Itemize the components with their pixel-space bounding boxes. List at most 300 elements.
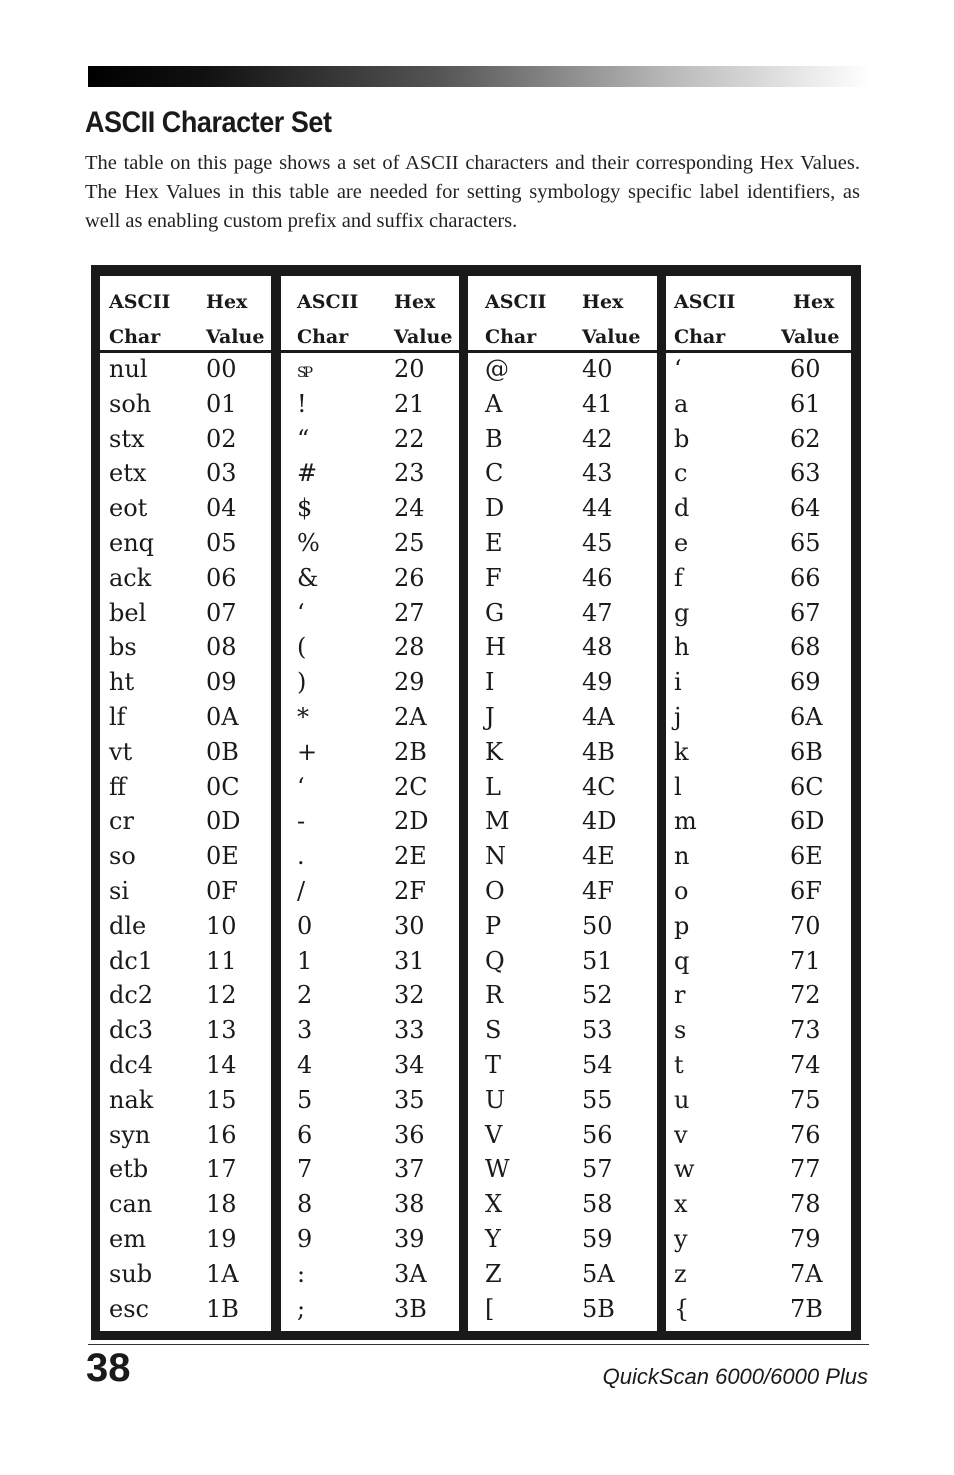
ascii-char-cell: k — [674, 737, 689, 766]
ascii-char-cell: v — [674, 1120, 688, 1149]
ascii-char-cell: Q — [485, 946, 505, 975]
table-row — [666, 1257, 851, 1292]
ascii-char-cell: esc — [109, 1294, 149, 1323]
ascii-char-cell: % — [297, 528, 320, 557]
ascii-char-cell: T — [485, 1050, 502, 1079]
hex-value-cell: 33 — [394, 1016, 425, 1045]
table-row — [281, 735, 459, 770]
hex-value-cell: 0E — [206, 842, 239, 871]
hex-value-cell: 4D — [582, 807, 617, 836]
hex-value-cell: 04 — [206, 494, 237, 523]
hex-value-cell: 4A — [582, 702, 615, 731]
ascii-char-cell: d — [674, 494, 690, 523]
hex-value-cell: 02 — [206, 424, 237, 453]
ascii-header-label: ASCII — [297, 291, 359, 313]
hex-value-cell: 77 — [790, 1155, 821, 1184]
table-row — [468, 839, 657, 874]
hex-value-cell: 42 — [582, 424, 613, 453]
table-row — [468, 665, 657, 700]
table-row — [100, 735, 271, 770]
intro-paragraph: The table on this page shows a set of ASCII characters and their corresponding Hex Values. The Hex Values in this table are needed for setting symbology specific label identifiers, as well as enabling custom prefix and suffix characters. — [85, 152, 860, 232]
hex-value-cell: 61 — [790, 389, 821, 418]
hex-value-cell: 37 — [394, 1155, 425, 1184]
ascii-char-cell: so — [109, 842, 136, 871]
ascii-char-cell: I — [485, 668, 495, 697]
ascii-char-cell: 0 — [297, 911, 313, 940]
table-row — [281, 770, 459, 805]
table-row — [666, 1292, 851, 1327]
ascii-header-label: ASCII — [674, 291, 736, 313]
hex-value-cell: 74 — [790, 1050, 821, 1079]
table-column-1 — [100, 276, 271, 1331]
ascii-char-cell: dc2 — [109, 981, 154, 1010]
table-row — [666, 839, 851, 874]
ascii-char-cell: B — [485, 424, 503, 453]
hex-value-cell: 06 — [206, 563, 237, 592]
hex-value-cell: 31 — [394, 946, 425, 975]
hex-value-cell: 2E — [394, 842, 427, 871]
table-row — [666, 491, 851, 526]
ascii-char-cell: D — [485, 494, 505, 523]
ascii-char-cell: 5 — [297, 1085, 313, 1114]
hex-value-cell: 2B — [394, 737, 427, 766]
hex-value-cell: 56 — [582, 1120, 613, 1149]
hex-value-cell: 14 — [206, 1050, 237, 1079]
hex-value-cell: 3B — [394, 1294, 427, 1323]
table-column-3 — [468, 276, 657, 1331]
ascii-char-cell: V — [485, 1120, 503, 1149]
table-row — [100, 944, 271, 979]
ascii-char-cell: O — [485, 876, 505, 905]
table-row — [281, 874, 459, 909]
ascii-char-cell: w — [674, 1155, 695, 1184]
ascii-char-cell: F — [485, 563, 502, 592]
hex-value-cell: 05 — [206, 528, 237, 557]
ascii-char-cell: { — [674, 1294, 690, 1323]
ascii-char-cell: a — [674, 389, 689, 418]
ascii-char-cell: P — [485, 911, 502, 940]
table-row — [100, 596, 271, 631]
hex-value-cell: 32 — [394, 981, 425, 1010]
hex-value-cell: 59 — [582, 1224, 613, 1253]
hex-value-cell: 45 — [582, 528, 613, 557]
hex-value-cell: 6D — [790, 807, 825, 836]
hex-value-cell: 4F — [582, 876, 614, 905]
table-row — [666, 352, 851, 387]
table-row — [666, 561, 851, 596]
hex-value-cell: 76 — [790, 1120, 821, 1149]
table-row — [100, 387, 271, 422]
value-header-label: Value — [206, 326, 265, 348]
ascii-char-cell: syn — [109, 1120, 151, 1149]
hex-value-cell: 28 — [394, 633, 425, 662]
hex-value-cell: 72 — [790, 981, 821, 1010]
page-number: 38 — [86, 1346, 131, 1390]
table-row — [281, 630, 459, 665]
ascii-char-cell: dle — [109, 911, 147, 940]
hex-value-cell: 11 — [206, 946, 237, 975]
table-row — [281, 1222, 459, 1257]
ascii-char-cell: n — [674, 842, 690, 871]
hex-value-cell: 6B — [790, 737, 823, 766]
ascii-char-cell: ht — [109, 668, 135, 697]
char-header-label: Char — [297, 326, 349, 348]
hex-value-cell: 12 — [206, 981, 237, 1010]
ascii-char-cell: ; — [297, 1294, 306, 1323]
hex-value-cell: 29 — [394, 668, 425, 697]
ascii-char-cell: ( — [297, 633, 307, 662]
hex-value-cell: 58 — [582, 1190, 613, 1219]
hex-value-cell: 47 — [582, 598, 613, 627]
hex-value-cell: 40 — [582, 355, 613, 383]
table-row — [281, 1187, 459, 1222]
ascii-char-cell: i — [674, 668, 682, 697]
table-row — [666, 944, 851, 979]
hex-value-cell: 63 — [790, 459, 821, 488]
table-row — [281, 978, 459, 1013]
table-row — [468, 1048, 657, 1083]
table-row — [666, 874, 851, 909]
ascii-char-cell: $ — [297, 494, 313, 523]
table-row — [281, 804, 459, 839]
hex-value-cell: 4E — [582, 842, 615, 871]
table-row — [666, 630, 851, 665]
column-header — [100, 276, 271, 353]
ascii-char-cell: L — [485, 772, 501, 801]
table-row — [100, 665, 271, 700]
hex-value-cell: 79 — [790, 1224, 821, 1253]
ascii-char-cell: “ — [297, 424, 310, 453]
ascii-char-cell: nul — [109, 355, 148, 383]
hex-value-cell: 64 — [790, 494, 821, 523]
table-row — [666, 978, 851, 1013]
hex-value-cell: 49 — [582, 668, 613, 697]
ascii-char-cell: m — [674, 807, 697, 836]
table-row — [666, 526, 851, 561]
page-title: ASCII Character Set — [85, 106, 332, 139]
hex-value-cell: 57 — [582, 1155, 613, 1184]
hex-value-cell: 09 — [206, 668, 237, 697]
ascii-char-cell: + — [297, 737, 318, 766]
hex-value-cell: 17 — [206, 1155, 237, 1184]
hex-value-cell: 48 — [582, 633, 613, 662]
ascii-char-cell: o — [674, 876, 689, 905]
ascii-char-cell: @ — [485, 355, 509, 383]
hex-value-cell: 15 — [206, 1085, 237, 1114]
hex-value-cell: 5A — [582, 1259, 615, 1288]
hex-value-cell: 46 — [582, 563, 613, 592]
column-rows — [281, 352, 459, 1326]
table-row — [281, 596, 459, 631]
ascii-char-cell: - — [297, 807, 306, 836]
table-row — [281, 944, 459, 979]
value-header-label: Value — [582, 326, 641, 348]
hex-value-cell: 62 — [790, 424, 821, 453]
hex-value-cell: 20 — [394, 355, 425, 383]
hex-value-cell: 22 — [394, 424, 425, 453]
ascii-char-cell: Y — [485, 1224, 501, 1253]
hex-value-cell: 2A — [394, 702, 427, 731]
ascii-char-cell: ‘ — [297, 772, 305, 801]
hex-value-cell: 67 — [790, 598, 821, 627]
hex-value-cell: 0F — [206, 876, 238, 905]
hex-value-cell: 13 — [206, 1016, 237, 1045]
hex-value-cell: 0D — [206, 807, 241, 836]
table-row — [468, 735, 657, 770]
table-row — [468, 596, 657, 631]
table-row — [666, 456, 851, 491]
ascii-char-cell: ) — [297, 668, 307, 697]
table-row — [281, 1048, 459, 1083]
table-row — [468, 1083, 657, 1118]
ascii-char-cell: [ — [485, 1294, 495, 1323]
table-row — [281, 491, 459, 526]
table-row — [100, 804, 271, 839]
table-row — [100, 352, 271, 387]
table-row — [468, 1152, 657, 1187]
column-header — [281, 276, 459, 353]
table-row — [666, 909, 851, 944]
ascii-char-cell: * — [297, 702, 309, 731]
table-row — [468, 422, 657, 457]
table-row — [666, 735, 851, 770]
table-row — [281, 1257, 459, 1292]
table-row — [468, 1118, 657, 1153]
hex-value-cell: 30 — [394, 911, 425, 940]
ascii-char-cell: cr — [109, 807, 134, 836]
hex-value-cell: 2D — [394, 807, 429, 836]
ascii-char-cell: q — [674, 946, 690, 975]
table-row — [281, 700, 459, 735]
hex-value-cell: 52 — [582, 981, 613, 1010]
column-header — [468, 276, 657, 353]
ascii-char-cell: # — [297, 459, 318, 488]
ascii-char-cell: X — [485, 1190, 503, 1219]
table-row — [100, 874, 271, 909]
hex-value-cell: 68 — [790, 633, 821, 662]
ascii-char-cell: 1 — [297, 946, 313, 975]
table-row — [468, 1187, 657, 1222]
hex-value-cell: 07 — [206, 598, 237, 627]
table-row — [468, 456, 657, 491]
hex-value-cell: 53 — [582, 1016, 613, 1045]
hex-value-cell: 26 — [394, 563, 425, 592]
table-row — [100, 456, 271, 491]
ascii-char-cell: r — [674, 981, 686, 1010]
hex-value-cell: 2C — [394, 772, 428, 801]
table-row — [100, 909, 271, 944]
hex-value-cell: 6A — [790, 702, 823, 731]
hex-value-cell: 19 — [206, 1224, 237, 1253]
table-row — [468, 770, 657, 805]
table-column-4 — [666, 276, 851, 1331]
ascii-char-cell: Z — [485, 1259, 502, 1288]
ascii-char-cell: E — [485, 528, 503, 557]
ascii-char-cell: dc3 — [109, 1016, 154, 1045]
hex-value-cell: 71 — [790, 946, 821, 975]
table-row — [468, 387, 657, 422]
hex-header-label: Hex — [206, 291, 248, 313]
table-row — [666, 596, 851, 631]
table-row — [666, 1222, 851, 1257]
hex-value-cell: 6F — [790, 876, 822, 905]
column-rows — [666, 352, 851, 1326]
ascii-char-cell: ff — [109, 772, 127, 801]
hex-value-cell: 65 — [790, 528, 821, 557]
hex-value-cell: 66 — [790, 563, 821, 592]
table-row — [468, 630, 657, 665]
ascii-char-cell: l — [674, 772, 682, 801]
table-row — [100, 1118, 271, 1153]
ascii-char-cell: x — [674, 1190, 688, 1219]
table-row — [100, 422, 271, 457]
table-row — [100, 1048, 271, 1083]
ascii-char-cell: eot — [109, 494, 148, 523]
table-row — [281, 1083, 459, 1118]
column-rows — [468, 352, 657, 1326]
hex-value-cell: 18 — [206, 1190, 237, 1219]
hex-header-label: Hex — [582, 291, 624, 313]
ascii-char-cell: ‘ — [297, 598, 305, 627]
hex-value-cell: 36 — [394, 1120, 425, 1149]
ascii-char-cell: bs — [109, 633, 137, 662]
hex-value-cell: 03 — [206, 459, 237, 488]
table-row — [100, 978, 271, 1013]
ascii-char-cell: stx — [109, 424, 145, 453]
hex-value-cell: 7B — [790, 1294, 823, 1323]
ascii-char-cell: ‘ — [674, 355, 682, 383]
table-column-2 — [281, 276, 459, 1331]
hex-value-cell: 16 — [206, 1120, 237, 1149]
table-row — [281, 839, 459, 874]
ascii-char-cell: y — [674, 1224, 688, 1253]
hex-value-cell: 69 — [790, 668, 821, 697]
table-row — [468, 1257, 657, 1292]
table-row — [281, 387, 459, 422]
footer-rule — [88, 1344, 869, 1345]
table-row — [666, 1187, 851, 1222]
ascii-char-cell: vt — [109, 737, 133, 766]
table-row — [666, 1083, 851, 1118]
ascii-char-cell: 3 — [297, 1016, 313, 1045]
hex-value-cell: 34 — [394, 1050, 425, 1079]
ascii-char-cell: can — [109, 1190, 153, 1219]
hex-value-cell: 0C — [206, 772, 240, 801]
column-rows — [100, 352, 271, 1326]
ascii-char-cell: ack — [109, 563, 152, 592]
ascii-char-cell: J — [485, 702, 495, 731]
table-row — [468, 491, 657, 526]
ascii-char-cell: R — [485, 981, 504, 1010]
ascii-char-cell: h — [674, 633, 690, 662]
char-header-label: Char — [485, 326, 537, 348]
ascii-char-cell: si — [109, 876, 129, 905]
hex-value-cell: 27 — [394, 598, 425, 627]
hex-value-cell: 60 — [790, 355, 821, 383]
hex-value-cell: 24 — [394, 494, 425, 523]
table-row — [281, 526, 459, 561]
table-row — [666, 804, 851, 839]
ascii-char-cell: : — [297, 1259, 306, 1288]
ascii-char-cell: & — [297, 563, 319, 592]
ascii-char-cell: K — [485, 737, 503, 766]
table-row — [468, 526, 657, 561]
ascii-char-cell: p — [674, 911, 690, 940]
table-row — [100, 770, 271, 805]
hex-value-cell: 51 — [582, 946, 613, 975]
table-row — [666, 665, 851, 700]
hex-value-cell: 75 — [790, 1085, 821, 1114]
hex-value-cell: 00 — [206, 355, 237, 383]
ascii-char-cell: etb — [109, 1155, 149, 1184]
table-row — [100, 1222, 271, 1257]
table-row — [666, 1152, 851, 1187]
table-row — [468, 1292, 657, 1327]
table-row — [666, 1013, 851, 1048]
hex-value-cell: 55 — [582, 1085, 613, 1114]
hex-value-cell: 54 — [582, 1050, 613, 1079]
table-row — [281, 456, 459, 491]
ascii-char-cell: N — [485, 842, 506, 871]
table-row — [281, 1118, 459, 1153]
table-row — [281, 909, 459, 944]
table-row — [666, 1048, 851, 1083]
ascii-char-cell: H — [485, 633, 506, 662]
table-row — [100, 1257, 271, 1292]
table-row — [281, 561, 459, 596]
table-row — [281, 1152, 459, 1187]
table-row — [468, 352, 657, 387]
table-row — [468, 978, 657, 1013]
ascii-char-cell: W — [485, 1155, 510, 1184]
hex-value-cell: 08 — [206, 633, 237, 662]
table-row — [468, 804, 657, 839]
table-row — [100, 1292, 271, 1327]
ascii-char-cell: 8 — [297, 1190, 313, 1219]
ascii-table — [91, 265, 861, 1340]
table-row — [666, 770, 851, 805]
ascii-header-label: ASCII — [109, 291, 171, 313]
table-row — [281, 422, 459, 457]
table-row — [281, 352, 459, 387]
ascii-char-cell: dc1 — [109, 946, 154, 975]
ascii-char-cell: 6 — [297, 1120, 313, 1149]
hex-value-cell: 7A — [790, 1259, 823, 1288]
table-row — [281, 1013, 459, 1048]
ascii-char-cell: 7 — [297, 1155, 313, 1184]
hex-value-cell: 38 — [394, 1190, 425, 1219]
ascii-char-cell: e — [674, 528, 689, 557]
table-row — [666, 422, 851, 457]
hex-value-cell: 35 — [394, 1085, 425, 1114]
hex-value-cell: 44 — [582, 494, 613, 523]
ascii-char-cell: sub — [109, 1259, 153, 1288]
ascii-char-cell: SP — [297, 365, 311, 381]
ascii-char-cell: g — [674, 598, 690, 627]
hex-value-cell: 39 — [394, 1224, 425, 1253]
table-row — [281, 665, 459, 700]
hex-value-cell: 3A — [394, 1259, 427, 1288]
table-row — [468, 1013, 657, 1048]
ascii-char-cell: z — [674, 1259, 687, 1288]
table-row — [100, 700, 271, 735]
ascii-char-cell: / — [297, 876, 306, 905]
value-header-label: Value — [394, 326, 453, 348]
hex-value-cell: 25 — [394, 528, 425, 557]
value-header-label: Value — [781, 326, 840, 348]
hex-value-cell: 50 — [582, 911, 613, 940]
hex-value-cell: 23 — [394, 459, 425, 488]
